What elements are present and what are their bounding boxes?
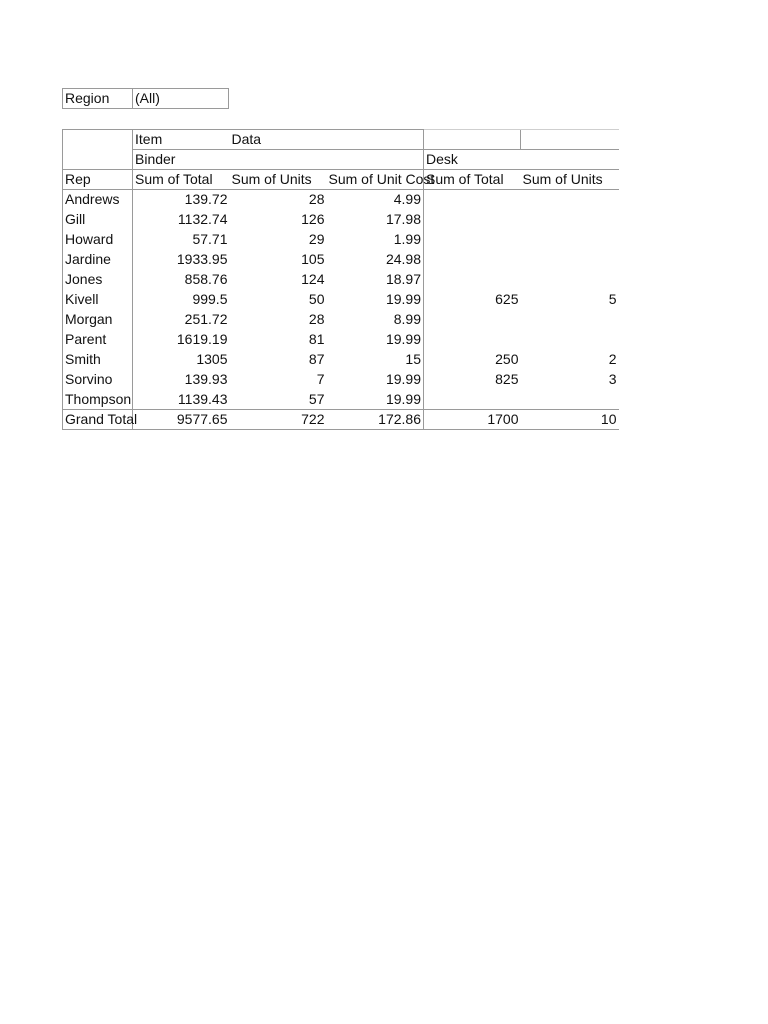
table-row: [63, 250, 619, 270]
rep-name-cell[interactable]: Gill: [63, 210, 133, 230]
header-row-items: [63, 150, 619, 170]
header-blank-cell: [521, 130, 619, 150]
item-field-button[interactable]: Item: [133, 130, 230, 150]
desk-total-cell: 625: [424, 290, 521, 310]
item-desk-header[interactable]: Desk: [424, 150, 619, 170]
rep-name-cell[interactable]: Sorvino: [63, 370, 133, 390]
table-row: [63, 230, 619, 250]
desk-sum-units-header: Sum of Units: [521, 170, 619, 190]
table-row: [63, 370, 619, 390]
binder-total-cell: 1305: [196, 351, 228, 367]
binder-total-cell: 1933.95: [176, 251, 228, 267]
binder-units-cell: 50: [308, 291, 325, 307]
header-blank-cell: [424, 130, 521, 150]
desk-total-cell: [424, 230, 521, 250]
header-row-item-data: [63, 130, 619, 150]
table-row: [63, 330, 619, 350]
rep-name-cell[interactable]: Jones: [63, 270, 133, 290]
desk-total-cell: [424, 310, 521, 330]
desk-total-cell: [424, 210, 521, 230]
desk-sum-total-header: Sum of Total: [424, 170, 521, 190]
grand-desk-units: 10: [521, 410, 619, 430]
table-row: [63, 390, 619, 410]
binder-units-cell: 81: [308, 331, 325, 347]
binder-total-cell: 1619.19: [176, 331, 228, 347]
binder-units-cell: 29: [308, 231, 325, 247]
binder-unit-cost-cell: 1.99: [393, 231, 421, 247]
grand-desk-total: 1700: [424, 410, 521, 430]
grand-binder-unit-cost: 172.86: [327, 410, 424, 430]
binder-unit-cost-cell: 19.99: [385, 291, 421, 307]
region-page-filter: [62, 88, 229, 109]
grand-binder-units: 722: [230, 410, 327, 430]
binder-total-cell: 57.71: [192, 231, 228, 247]
desk-units-cell: 5: [608, 291, 617, 307]
binder-unit-cost-cell: 15: [405, 351, 421, 367]
desk-units-cell: [521, 210, 619, 230]
rep-name-cell[interactable]: Kivell: [63, 290, 133, 310]
rep-name-cell[interactable]: Parent: [63, 330, 133, 350]
desk-units-cell: 3: [608, 371, 617, 387]
rep-name-cell[interactable]: Thompson: [63, 390, 133, 410]
binder-total-cell: 139.72: [184, 191, 228, 208]
desk-total-cell: [424, 190, 521, 210]
desk-units-cell: [521, 390, 619, 410]
binder-units-cell: 7: [316, 371, 325, 387]
grand-total-label: Grand Total: [63, 410, 133, 430]
binder-unit-cost-cell: 18.97: [385, 271, 421, 287]
desk-total-cell: 825: [424, 370, 521, 390]
table-row: [63, 350, 619, 370]
desk-units-cell: [521, 230, 619, 250]
binder-unit-cost-cell: 17.98: [385, 211, 421, 227]
binder-unit-cost-cell: 19.99: [385, 331, 421, 347]
binder-sum-units-header: Sum of Units: [230, 170, 327, 190]
binder-units-cell: 57: [308, 390, 325, 407]
table-row: [63, 190, 619, 210]
header-blank-cell: [327, 130, 424, 150]
pivot-table: [62, 129, 618, 430]
rep-name-cell[interactable]: Andrews: [63, 190, 133, 210]
binder-sum-unit-cost-header: Sum of Unit Cost: [327, 170, 424, 190]
binder-total-cell: 251.72: [184, 311, 228, 327]
binder-unit-cost-cell: 24.98: [385, 251, 421, 267]
desk-units-cell: 2: [608, 351, 617, 367]
binder-total-cell: 139.93: [184, 371, 228, 387]
binder-units-cell: 124: [301, 271, 325, 287]
binder-units-cell: 126: [301, 211, 325, 227]
binder-unit-cost-cell: 4.99: [393, 191, 421, 208]
desk-units-cell: [521, 250, 619, 270]
desk-total-cell: [424, 330, 521, 350]
desk-units-cell: [521, 330, 619, 350]
region-filter-value[interactable]: (All): [135, 90, 160, 106]
table-row: [63, 310, 619, 330]
rep-name-cell[interactable]: Howard: [63, 230, 133, 250]
table-row: [63, 210, 619, 230]
table-row: [63, 270, 619, 290]
corner-cell: [63, 130, 133, 150]
binder-units-cell: 87: [308, 351, 325, 367]
desk-total-cell: [424, 250, 521, 270]
table-row: [63, 290, 619, 310]
rep-name-cell[interactable]: Smith: [63, 350, 133, 370]
pivot-grid: [62, 129, 619, 430]
rep-name-cell[interactable]: Jardine: [63, 250, 133, 270]
corner-cell: [63, 150, 133, 170]
binder-total-cell: 999.5: [192, 291, 228, 307]
binder-units-cell: 105: [301, 251, 325, 267]
header-row-fields: [63, 170, 619, 190]
desk-total-cell: 250: [424, 350, 521, 370]
binder-total-cell: 1139.43: [177, 390, 228, 407]
binder-total-cell: 858.76: [184, 271, 228, 287]
data-field-button[interactable]: Data: [230, 130, 327, 150]
desk-total-cell: [424, 270, 521, 290]
binder-unit-cost-cell: 19.99: [385, 371, 421, 387]
binder-unit-cost-cell: 8.99: [393, 311, 421, 327]
desk-units-cell: [521, 310, 619, 330]
binder-units-cell: 28: [308, 191, 325, 208]
desk-total-cell: [424, 390, 521, 410]
rep-name-cell[interactable]: Morgan: [63, 310, 133, 330]
item-binder-header[interactable]: Binder: [133, 150, 424, 170]
binder-total-cell: 1132.74: [177, 211, 228, 227]
rep-field-button[interactable]: Rep: [63, 170, 133, 190]
region-filter-label: Region: [63, 89, 133, 108]
binder-unit-cost-cell: 19.99: [385, 390, 421, 407]
grand-total-row: [63, 410, 619, 430]
desk-units-cell: [521, 190, 619, 210]
binder-sum-total-header: Sum of Total: [133, 170, 230, 190]
desk-units-cell: [521, 270, 619, 290]
binder-units-cell: 28: [308, 311, 325, 327]
grand-binder-total: 9577.65: [133, 410, 230, 430]
